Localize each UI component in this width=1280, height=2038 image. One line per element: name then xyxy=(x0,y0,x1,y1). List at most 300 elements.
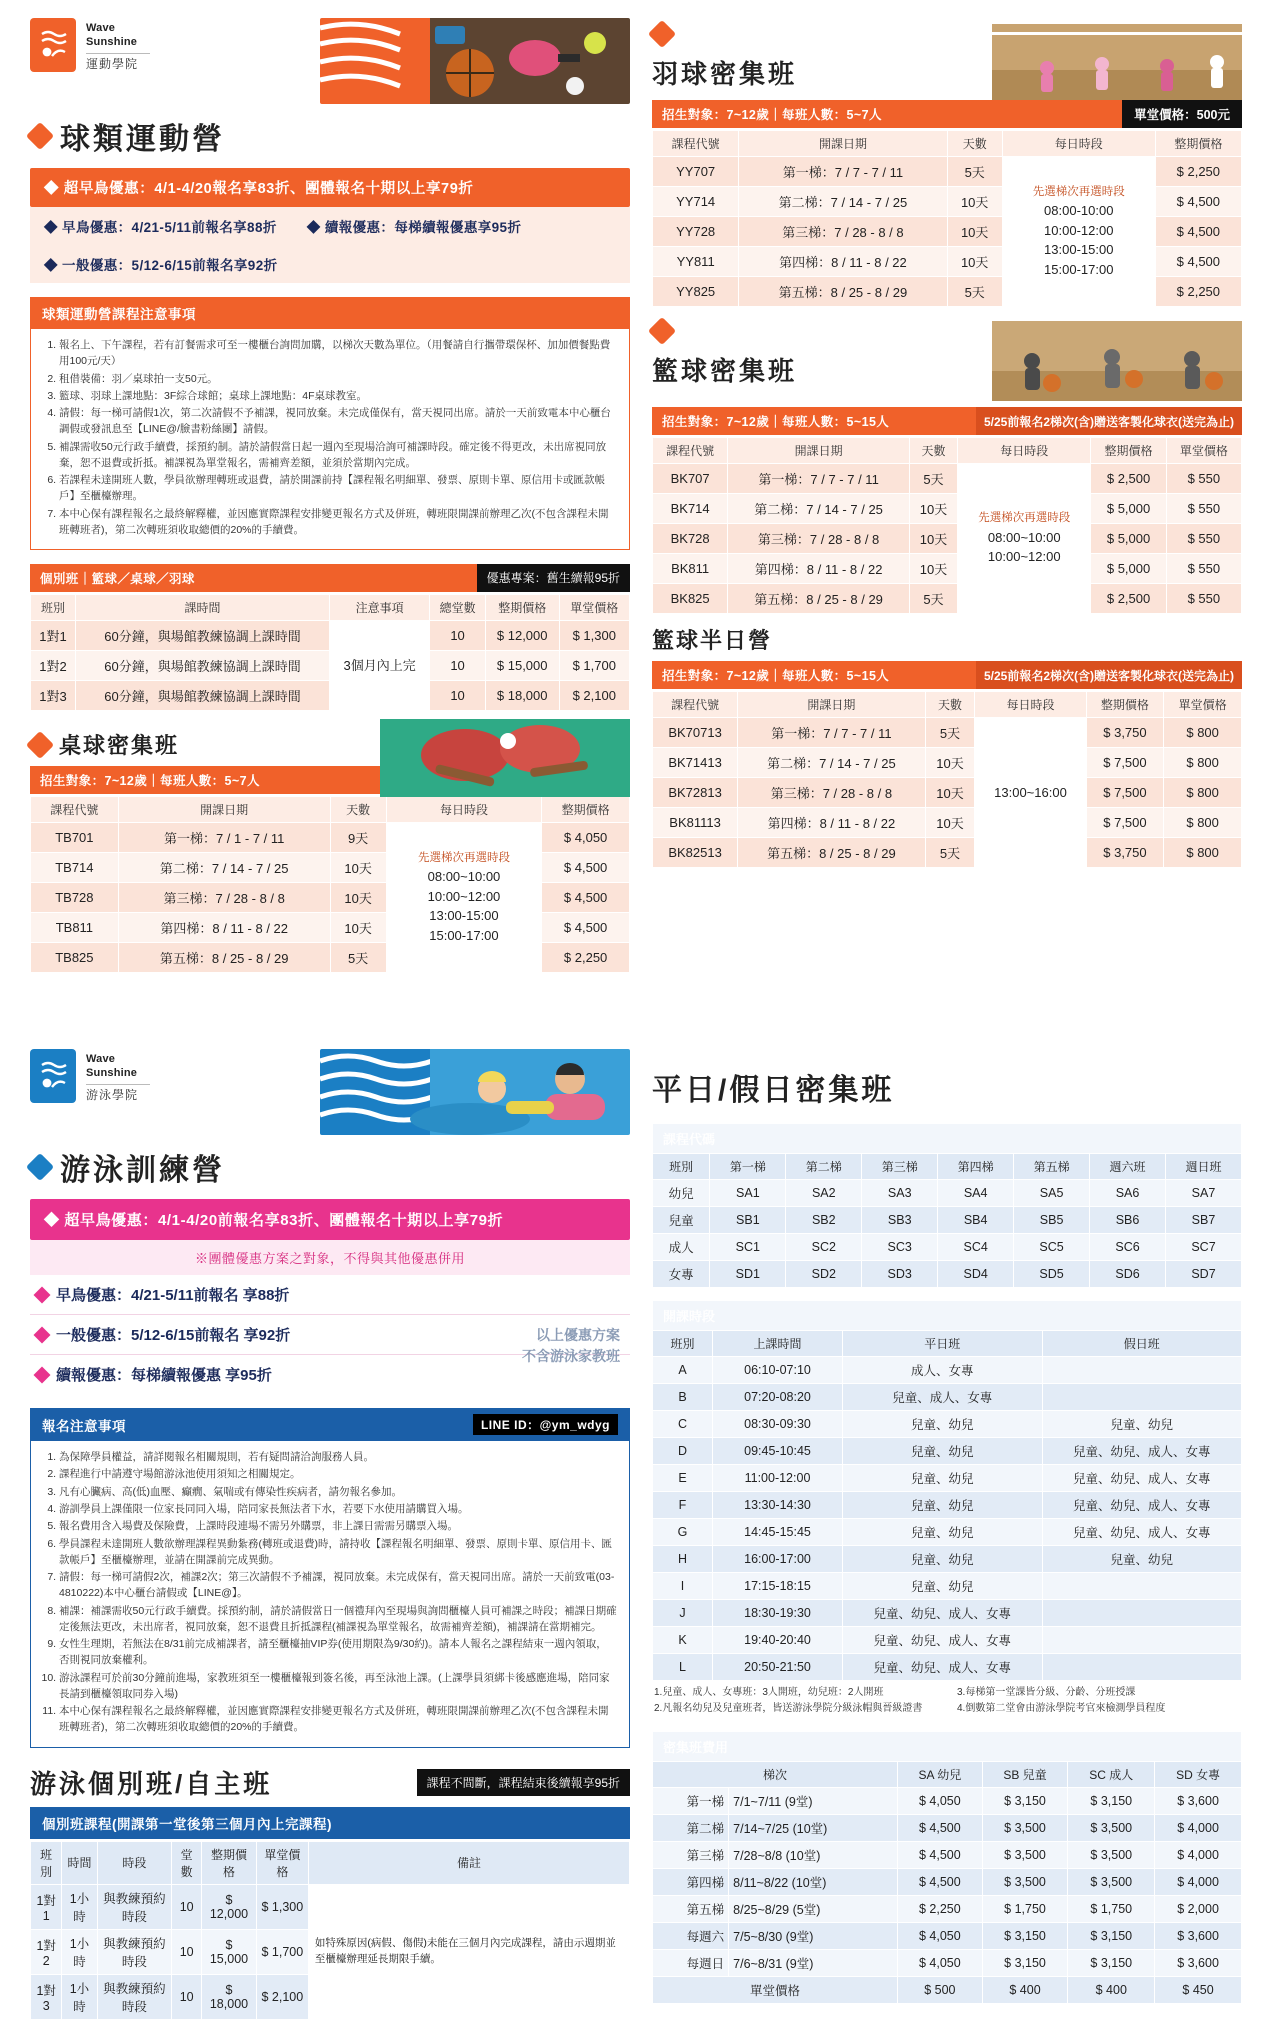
table-tennis-target: 招生對象：7~12歲｜每班人數：5~7人 xyxy=(30,766,510,794)
col-header: 開課日期 xyxy=(739,131,947,157)
badminton-bar xyxy=(652,100,1242,128)
table-row xyxy=(653,1207,1242,1234)
badminton-photo xyxy=(992,24,1242,100)
swim-title-row xyxy=(30,1145,630,1189)
footnote: 4.倒數第二堂會由游泳學院考官來檢測學員程度 xyxy=(957,1703,1166,1715)
cell-time: 17:15-18:15 xyxy=(713,1573,843,1600)
cell-price: $ 4,500 xyxy=(542,853,630,883)
diamond-icon xyxy=(648,317,676,345)
cell-count: 10 xyxy=(172,1974,202,2019)
notice-item: 7. 請假：每一梯可請假2次，補課2次；第三次請假不予補課，視同放棄。未完成保有，當天視同出席。請於一天前致電(03-4810222)本中心櫃台請假或【LINE@】。 xyxy=(59,1569,617,1602)
basketball-table xyxy=(652,437,1242,614)
cell-price: $ 3,750 xyxy=(1086,838,1164,868)
cell-sessions: (5堂) xyxy=(792,1903,821,1918)
cell-slot-label: G xyxy=(653,1519,713,1546)
col-header: 天數 xyxy=(947,131,1002,157)
col-header: 第四梯 xyxy=(938,1154,1014,1180)
notice-item: 5. 補課需收50元行政手續費，採預約制。請於請假當日起一週內至現場洽詢可補課時段。確定後不得更改，未出席視同放棄，恕不退費或折抵。補課視為單堂報名，需補齊差額，並須於當期內完成。 xyxy=(59,439,617,472)
cell-timeslots xyxy=(958,464,1091,614)
cell-code: SB5 xyxy=(1014,1207,1090,1234)
col-header: 時間 xyxy=(62,1841,97,1884)
wave-logo-icon xyxy=(30,1049,76,1103)
cell-date: 第四梯：8 / 11 - 8 / 22 xyxy=(738,808,926,838)
timeslot: 08:00-10:00 xyxy=(1044,203,1114,219)
cell-total: $ 12,000 xyxy=(202,1884,257,1929)
table-row xyxy=(653,1438,1242,1465)
swim-notice-body xyxy=(30,1441,630,1748)
cell-code: BK825 xyxy=(653,584,728,614)
col-header: 每日時段 xyxy=(1002,131,1155,157)
swim-left-column xyxy=(30,1049,630,2020)
cell-price-sc: $ 3,500 xyxy=(1068,1842,1155,1869)
cell-total: $ 15,000 xyxy=(202,1929,257,1974)
cell-single: $ 800 xyxy=(1164,778,1242,808)
cell-sessions: (9堂) xyxy=(784,1795,813,1810)
cell-days: 10天 xyxy=(925,778,975,808)
cell-code: SD7 xyxy=(1166,1261,1242,1288)
cell-code: SC4 xyxy=(938,1234,1014,1261)
cell-code: SB7 xyxy=(1166,1207,1242,1234)
swim-individual-title: 游泳個別班/自主班 xyxy=(30,1768,273,1799)
cell-price-sa: $ 4,050 xyxy=(898,1788,983,1815)
swim-right-column xyxy=(652,1049,1242,2020)
swim-promo-side-note xyxy=(522,1319,624,1367)
cell-days: 5天 xyxy=(909,464,957,494)
cell-group: 幼兒 xyxy=(653,1180,710,1207)
cell-code: SC2 xyxy=(786,1234,862,1261)
cell-date: 第三梯：7 / 28 - 8 / 8 xyxy=(118,883,330,913)
cell-single: $ 550 xyxy=(1166,464,1241,494)
table-row xyxy=(653,718,1242,748)
brand-cn: 運動學院 xyxy=(86,56,139,71)
cell-slot: 與教練預約時段 xyxy=(97,1974,172,2019)
cell-weekday: 兒童、幼兒 xyxy=(843,1573,1043,1600)
cell-days: 5天 xyxy=(925,838,975,868)
cell-single-sa: $ 500 xyxy=(898,1977,983,2004)
cell-code: SB3 xyxy=(862,1207,938,1234)
col-header: 課程代號 xyxy=(653,438,728,464)
swim-promo-main: ◆ 超早鳥優惠：4/1-4/20前報名享83折、團體報名十期以上享79折 xyxy=(30,1199,630,1240)
cell-holiday xyxy=(1042,1654,1242,1681)
cell-date: 第二梯：7 / 14 - 7 / 25 xyxy=(739,187,947,217)
basketball-half-bar xyxy=(652,661,1242,689)
col-header: 時段 xyxy=(97,1841,172,1884)
cell-weekday: 兒童、幼兒 xyxy=(843,1438,1043,1465)
cell-total: $ 18,000 xyxy=(202,1974,257,2019)
timeslot: 10:00-12:00 xyxy=(1044,222,1114,238)
col-header: 堂數 xyxy=(172,1841,202,1884)
col-header: 整期價格 xyxy=(1086,692,1164,718)
cell-date: 第二梯：7 / 14 - 7 / 25 xyxy=(728,494,910,524)
swimming-flyer xyxy=(0,1031,1280,2038)
basketball-half-gift-tag: 5/25前報名2梯次(含)贈送客製化球衣(送完為止) xyxy=(976,661,1242,689)
cell-code: TB811 xyxy=(31,913,119,943)
cell-code: YY728 xyxy=(653,217,739,247)
cell-batch: 每週六 xyxy=(653,1923,729,1950)
timeslot: 15:00-17:00 xyxy=(429,927,499,943)
cell-price: $ 4,500 xyxy=(542,913,630,943)
cell-slot-label: B xyxy=(653,1384,713,1411)
cell-date: 第二梯：7 / 14 - 7 / 25 xyxy=(738,748,926,778)
notice-item: 3. 籃球、羽球上課地點：3F綜合球館；桌球上課地點：4F桌球教室。 xyxy=(59,388,617,404)
cell-price-sd: $ 3,600 xyxy=(1155,1923,1242,1950)
col-header: 總堂數 xyxy=(430,595,486,621)
cell-slot-label: H xyxy=(653,1546,713,1573)
cell-date: 第三梯：7 / 28 - 8 / 8 xyxy=(728,524,910,554)
cell-code: TB825 xyxy=(31,943,119,973)
cell-price: $ 7,500 xyxy=(1086,778,1164,808)
cell-price-sa: $ 4,500 xyxy=(898,1815,983,1842)
cell-price-sb: $ 3,500 xyxy=(982,1869,1068,1896)
cell-price: $ 5,000 xyxy=(1091,494,1166,524)
table-tennis-photo xyxy=(380,719,630,797)
col-header: 備註 xyxy=(308,1841,629,1884)
cell-time: 16:00-17:00 xyxy=(713,1546,843,1573)
col-header: 單堂價格 xyxy=(1164,692,1242,718)
cell-days: 10天 xyxy=(925,808,975,838)
cell-code: YY811 xyxy=(653,247,739,277)
cell-date: 第一梯：7 / 7 - 7 / 11 xyxy=(728,464,910,494)
cell-days: 10天 xyxy=(909,494,957,524)
cell-weekday: 兒童、幼兒 xyxy=(843,1492,1043,1519)
line-id-tag: LINE ID：@ym_wdyg xyxy=(473,1414,618,1435)
cell-batch: 第二梯 xyxy=(653,1815,729,1842)
ball-notice-title: 球類運動營課程注意事項 xyxy=(30,297,630,329)
cell-price-sa: $ 4,050 xyxy=(898,1950,983,1977)
cell-code: BK714 xyxy=(653,494,728,524)
cell-class: 1對1 xyxy=(31,1884,62,1929)
col-header: 單堂價格 xyxy=(256,1841,308,1884)
cell-weekday: 兒童、幼兒 xyxy=(843,1546,1043,1573)
cell-price: $ 3,750 xyxy=(1086,718,1164,748)
cell-single: $ 800 xyxy=(1164,838,1242,868)
cell-slot-label: I xyxy=(653,1573,713,1600)
cell-code: SD4 xyxy=(938,1261,1014,1288)
cell-class: 1對3 xyxy=(31,1974,62,2019)
cell-slot-label: C xyxy=(653,1411,713,1438)
cell-price: $ 2,500 xyxy=(1091,464,1166,494)
cell-holiday xyxy=(1042,1384,1242,1411)
cell-time: 14:45-15:45 xyxy=(713,1519,843,1546)
ball-individual-header xyxy=(30,564,630,592)
col-header: SD 女專 xyxy=(1155,1762,1242,1788)
cell-days: 5天 xyxy=(925,718,975,748)
cell-single: $ 1,700 xyxy=(559,651,629,681)
class-time-band: 開課時段 xyxy=(653,1301,1242,1331)
cell-count: 10 xyxy=(430,621,486,651)
cell-price: $ 4,500 xyxy=(1155,217,1241,247)
cell-timeslots xyxy=(386,823,541,973)
cell-price-sa: $ 4,500 xyxy=(898,1869,983,1896)
cell-code: SC1 xyxy=(710,1234,786,1261)
table-row xyxy=(31,823,630,853)
cell-holiday: 兒童、幼兒 xyxy=(1042,1546,1242,1573)
table-tennis-table xyxy=(30,796,630,973)
timeslot: 08:00~10:00 xyxy=(987,529,1061,545)
cell-date: 第四梯：8 / 11 - 8 / 22 xyxy=(728,554,910,584)
basketball-bar xyxy=(652,407,1242,435)
cell-count: 10 xyxy=(172,1929,202,1974)
cell-single-sd: $ 450 xyxy=(1155,1977,1242,2004)
col-header: 每日時段 xyxy=(386,797,541,823)
cell-days: 5天 xyxy=(909,584,957,614)
cell-code: BK707 xyxy=(653,464,728,494)
cell-batch: 第一梯 xyxy=(653,1788,729,1815)
cell-code: SB1 xyxy=(710,1207,786,1234)
table-row xyxy=(653,1788,1242,1815)
cell-price-sd: $ 4,000 xyxy=(1155,1869,1242,1896)
basketball-half-title: 籃球半日營 xyxy=(652,628,773,653)
cell-slot-label: J xyxy=(653,1600,713,1627)
ball-promo-normal: ◆ 一般優惠：5/12-6/15前報名享92折 xyxy=(44,258,278,273)
col-header: 上課時間 xyxy=(713,1331,843,1357)
cell-single: $ 1,300 xyxy=(256,1884,308,1929)
cell-code: SD3 xyxy=(862,1261,938,1288)
cell-days: 10天 xyxy=(330,883,386,913)
cell-time: 60分鐘，與場館教練協調上課時間 xyxy=(76,651,330,681)
cell-weekday: 兒童、幼兒 xyxy=(843,1411,1043,1438)
table-row xyxy=(653,1896,1242,1923)
cell-days: 9天 xyxy=(330,823,386,853)
cell-batch: 每週日 xyxy=(653,1950,729,1977)
notice-item: 8. 補課：補課需收50元行政手續費。採預約制，請於請假當日一個禮拜內至現場與詢問櫃檯人員可補課之時段；補課日期確定後無法更改，未出席者，視同放棄，恕不退費且折抵課程(補課視為單堂報名，故需補齊差額)，補課請在當期補完。 xyxy=(59,1603,617,1636)
cell-total: $ 15,000 xyxy=(485,651,559,681)
ball-hero-photo xyxy=(320,18,630,104)
cell-slot-label: L xyxy=(653,1654,713,1681)
ball-brand-band xyxy=(30,18,630,108)
diamond-icon xyxy=(648,20,676,48)
cell-price-sb: $ 3,150 xyxy=(982,1788,1068,1815)
swim-brand-band xyxy=(30,1049,630,1139)
cell-days: 10天 xyxy=(330,913,386,943)
cell-price-sb: $ 3,150 xyxy=(982,1950,1068,1977)
cell-class: 1對2 xyxy=(31,1929,62,1974)
notice-item: 1. 為保障學員權益，請詳閱報名相關規則，若有疑問請洽詢服務人員。 xyxy=(59,1449,617,1465)
notice-item: 10. 游泳課程可於前30分鐘前進場，家教班須至一樓櫃檯報到簽名後，再至泳池上課。(上課學員須綁卡後感應進場，陪同家長請到櫃檯領取同券入場) xyxy=(59,1670,617,1703)
cell-date: 第一梯：7 / 7 - 7 / 11 xyxy=(739,157,947,187)
course-code-table xyxy=(652,1123,1242,1288)
fee-table xyxy=(652,1731,1242,2004)
cell-code: SA4 xyxy=(938,1180,1014,1207)
table-row xyxy=(653,838,1242,868)
col-header: 第三梯 xyxy=(862,1154,938,1180)
cell-timeslots xyxy=(1002,157,1155,307)
cell-sessions: (10堂) xyxy=(791,1876,827,1891)
cell-code: SC6 xyxy=(1090,1234,1166,1261)
col-header: 整期價格 xyxy=(1155,131,1241,157)
cell-code: SC7 xyxy=(1166,1234,1242,1261)
notice-item: 7. 本中心保有課程報名之最終解釋權，並因應實際課程安排變更報名方式及併班，轉班限開課前辦理乙次(不包含課程未開班轉班者)，第二次轉班須收取總價的20%的手續費。 xyxy=(59,506,617,539)
brand-en-line1: Wave xyxy=(86,22,116,34)
promo-text: 續報優惠：每梯續報優惠 享95折 xyxy=(56,1367,272,1385)
table-row xyxy=(653,1627,1242,1654)
cell-code: SA7 xyxy=(1166,1180,1242,1207)
cell-price-sc: $ 1,750 xyxy=(1068,1896,1155,1923)
notice-item: 6. 若課程未達開班人數，學員欲辦理轉班或退費，請於開課前持【課程報名明細單、發票、原則卡單、原信用卡或匯款帳戶】至櫃檯辦理。 xyxy=(59,472,617,505)
course-code-band: 課程代碼 xyxy=(653,1124,1242,1154)
cell-holiday xyxy=(1042,1600,1242,1627)
table-row xyxy=(31,621,630,651)
cell-date: 第三梯：7 / 28 - 8 / 8 xyxy=(738,778,926,808)
cell-single: $ 550 xyxy=(1166,584,1241,614)
swim-individual-subtitle: 個別班課程(開課第一堂後第三個月內上完課程) xyxy=(42,1816,332,1832)
cell-code: BK81113 xyxy=(653,808,738,838)
cell-code: SB6 xyxy=(1090,1207,1166,1234)
col-header: SB 兒童 xyxy=(982,1762,1068,1788)
ball-promo-main: ◆ 超早鳥優惠：4/1-4/20報名享83折、團體報名十期以上享79折 xyxy=(30,168,630,207)
col-header: 平日班 xyxy=(843,1331,1043,1357)
cell-batch: 第五梯 xyxy=(653,1896,729,1923)
table-row xyxy=(653,1869,1242,1896)
cell-single: $ 800 xyxy=(1164,808,1242,838)
cell-count: 10 xyxy=(172,1884,202,1929)
cell-batch: 第四梯 xyxy=(653,1869,729,1896)
badminton-target: 招生對象：7~12歲｜每班人數：5~7人 xyxy=(652,100,1122,128)
col-header: 整期價格 xyxy=(202,1841,257,1884)
col-header: 單堂價格 xyxy=(1166,438,1241,464)
timeslot: 15:00-17:00 xyxy=(1044,261,1114,277)
basketball-title: 籃球密集班 xyxy=(652,356,798,386)
cell-code: BK71413 xyxy=(653,748,738,778)
basketball-gift-tag: 5/25前報名2梯次(含)贈送客製化球衣(送完為止) xyxy=(976,407,1242,435)
cell-single: $ 800 xyxy=(1164,718,1242,748)
cell-holiday: 兒童、幼兒 xyxy=(1042,1411,1242,1438)
basketball-photo xyxy=(992,321,1242,401)
diamond-icon xyxy=(34,1286,51,1303)
wave-logo-icon xyxy=(30,18,76,72)
fee-band: 密集班費用 xyxy=(653,1732,1242,1762)
cell-price: $ 2,500 xyxy=(1091,584,1166,614)
table-row xyxy=(653,1384,1242,1411)
weekday-footnotes xyxy=(652,1681,1242,1721)
ball-promo-sub xyxy=(30,207,630,245)
table-row xyxy=(653,584,1242,614)
cell-days: 10天 xyxy=(947,187,1002,217)
timeslot-note: 先選梯次再選時段 xyxy=(417,852,510,865)
cell-price-sc: $ 3,150 xyxy=(1068,1950,1155,1977)
cell-holiday xyxy=(1042,1357,1242,1384)
col-header: 週六班 xyxy=(1090,1154,1166,1180)
cell-code: SA5 xyxy=(1014,1180,1090,1207)
cell-weekday: 兒童、幼兒、成人、女專 xyxy=(843,1654,1043,1681)
cell-price-sd: $ 4,000 xyxy=(1155,1815,1242,1842)
promo-text: 早鳥優惠：4/21-5/11前報名 享88折 xyxy=(56,1287,290,1305)
cell-price: $ 7,500 xyxy=(1086,748,1164,778)
cell-code: BK811 xyxy=(653,554,728,584)
cell-price: $ 2,250 xyxy=(1155,277,1241,307)
diamond-icon xyxy=(26,122,54,150)
table-row xyxy=(653,1600,1242,1627)
cell-time: 60分鐘，與場館教練協調上課時間 xyxy=(76,621,330,651)
cell-code: SA2 xyxy=(786,1180,862,1207)
ball-right-column xyxy=(652,18,1242,973)
cell-days: 5天 xyxy=(947,157,1002,187)
table-row xyxy=(653,1261,1242,1288)
brand-divider xyxy=(86,53,150,54)
cell-total: $ 12,000 xyxy=(485,621,559,651)
cell-single-sb: $ 400 xyxy=(982,1977,1068,2004)
cell-holiday: 兒童、幼兒、成人、女專 xyxy=(1042,1465,1242,1492)
cell-time: 08:30-09:30 xyxy=(713,1411,843,1438)
cell-class: 1對3 xyxy=(31,681,76,711)
cell-date: 第一梯：7 / 1 - 7 / 11 xyxy=(118,823,330,853)
cell-batch: 第三梯 xyxy=(653,1842,729,1869)
cell-price-sa: $ 2,250 xyxy=(898,1896,983,1923)
cell-code: TB714 xyxy=(31,853,119,883)
cell-dates: 7/28~8/8 xyxy=(733,1849,783,1864)
table-row xyxy=(653,1357,1242,1384)
cell-note: 3個月內上完 xyxy=(329,621,429,711)
table-row-single-price xyxy=(653,1977,1242,2004)
cell-dates: 8/25~8/29 xyxy=(733,1903,790,1918)
cell-time: 19:40-20:40 xyxy=(713,1627,843,1654)
diamond-icon xyxy=(34,1366,51,1383)
notice-item: 2. 租借裝備：羽／桌球拍一支50元。 xyxy=(59,371,617,387)
table-row xyxy=(653,1815,1242,1842)
cell-single: $ 800 xyxy=(1164,748,1242,778)
cell-code: SC5 xyxy=(1014,1234,1090,1261)
table-row xyxy=(653,1923,1242,1950)
brand-cn: 游泳學院 xyxy=(86,1087,139,1102)
col-header: 開課日期 xyxy=(728,438,910,464)
table-row xyxy=(653,1465,1242,1492)
cell-sessions: (10堂) xyxy=(792,1822,828,1837)
cell-code: SB4 xyxy=(938,1207,1014,1234)
cell-price-sb: $ 3,500 xyxy=(982,1842,1068,1869)
table-tennis-title: 桌球密集班 xyxy=(59,733,180,759)
cell-holiday xyxy=(1042,1627,1242,1654)
basketball-half-target: 招生對象：7~12歲｜每班人數：5~15人 xyxy=(652,661,976,689)
badminton-price-tag: 單堂價格：500元 xyxy=(1122,100,1242,128)
table-row xyxy=(653,748,1242,778)
cell-single: $ 2,100 xyxy=(559,681,629,711)
col-header: 整期價格 xyxy=(1091,438,1166,464)
cell-time: 60分鐘，與場館教練協調上課時間 xyxy=(76,681,330,711)
col-header: 天數 xyxy=(330,797,386,823)
notice-item: 4. 游訓學員上課僅限一位家長同同入場，陪同家長無法者下水，若要下水使用請購買入場。 xyxy=(59,1501,617,1517)
col-header: 注意事項 xyxy=(329,595,429,621)
cell-time: 09:45-10:45 xyxy=(713,1438,843,1465)
cell-code: BK728 xyxy=(653,524,728,554)
col-header: 班別 xyxy=(653,1331,713,1357)
cell-code: SA6 xyxy=(1090,1180,1166,1207)
swim-notice-header xyxy=(30,1408,630,1441)
cell-code: SD6 xyxy=(1090,1261,1166,1288)
cell-price-sd: $ 4,000 xyxy=(1155,1842,1242,1869)
cell-holiday: 兒童、幼兒、成人、女專 xyxy=(1042,1519,1242,1546)
ball-sports-flyer xyxy=(0,0,1280,991)
cell-weekday: 兒童、幼兒 xyxy=(843,1465,1043,1492)
diamond-icon xyxy=(26,1153,54,1181)
cell-date: 第五梯：8 / 25 - 8 / 29 xyxy=(738,838,926,868)
promo-side-line2: 不含游泳家教班 xyxy=(522,1348,620,1365)
col-header: 班別 xyxy=(653,1154,710,1180)
basketball-target: 招生對象：7~12歲｜每班人數：5~15人 xyxy=(652,407,976,435)
swim-page-title: 游泳訓練營 xyxy=(60,1154,225,1188)
cell-code: TB701 xyxy=(31,823,119,853)
table-row xyxy=(653,524,1242,554)
notice-item: 1. 報名上、下午課程，若有訂餐需求可至一樓櫃台詢問加購，以梯次天數為單位。（用餐請自行攜帶環保杯、加加價餐點費用100元/天） xyxy=(59,337,617,370)
col-header: 課程代號 xyxy=(653,692,738,718)
ball-individual-table xyxy=(30,594,630,711)
cell-code: SD1 xyxy=(710,1261,786,1288)
table-row xyxy=(653,1654,1242,1681)
ball-promo-sub2 xyxy=(30,245,630,283)
cell-sessions: (9堂) xyxy=(785,1957,814,1972)
col-header: 天數 xyxy=(925,692,975,718)
cell-code: SD5 xyxy=(1014,1261,1090,1288)
cell-time: 13:30-14:30 xyxy=(713,1492,843,1519)
